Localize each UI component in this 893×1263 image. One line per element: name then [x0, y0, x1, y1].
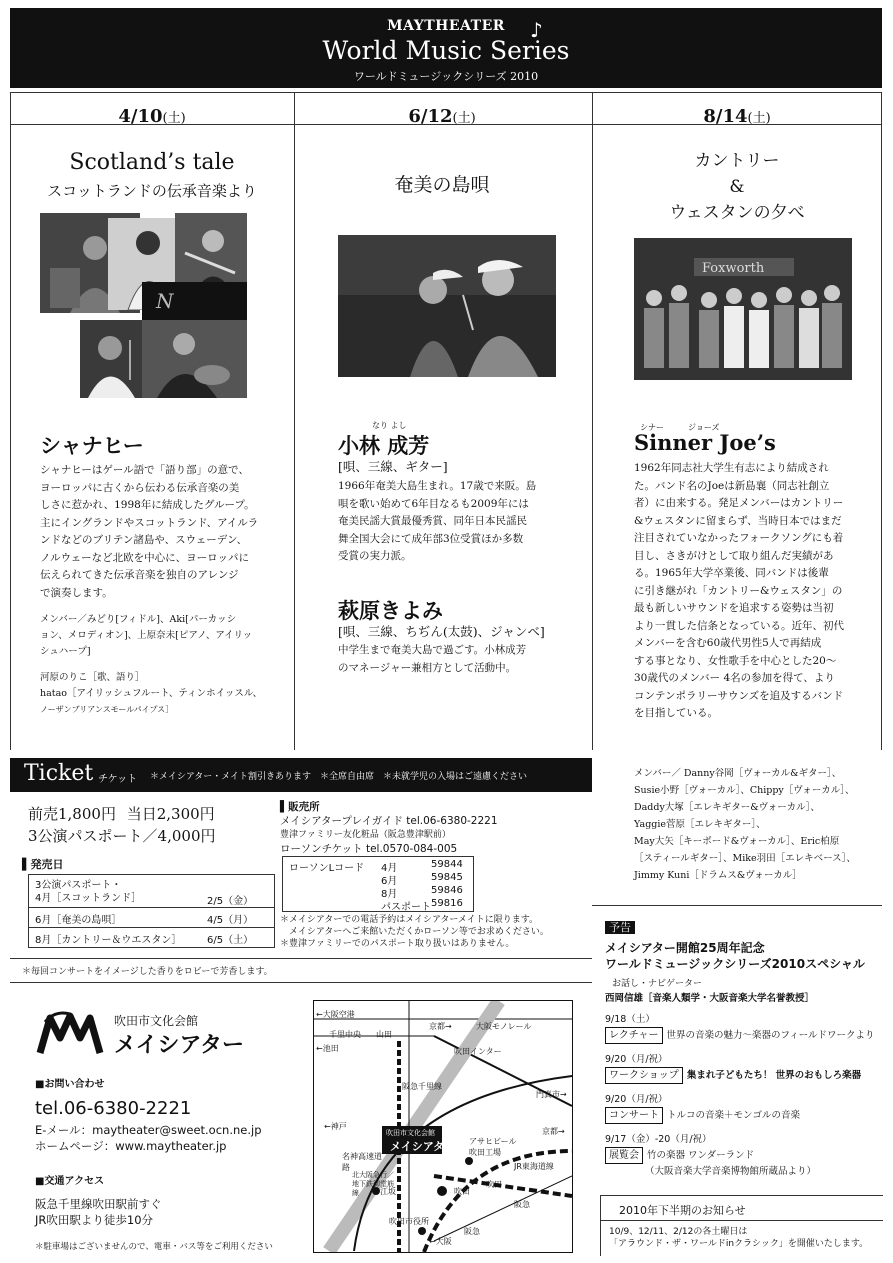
- series-subtitle: ワールドミュージックシリーズ 2010: [353, 70, 539, 83]
- ticket-footnotes: ＊メイシアターでの電話予約はメイシアターメイトに限ります。 メイシアターへご来館いただくかローソン等でお求めください。 ＊豊津ファミリーでのパスポート取り扱いはありません。: [280, 915, 549, 949]
- divider: [881, 92, 882, 750]
- map-label: 阪急: [464, 1227, 480, 1236]
- performer-description: 中学生まで奄美大島で過ごす。小林成芳 のマネージャー兼相方として活動中。: [338, 644, 527, 674]
- concert-title-jp: カントリー & ウェスタンの夕べ: [669, 151, 805, 223]
- map-label: 千里中央: [329, 1030, 361, 1039]
- divider: [10, 92, 882, 93]
- map-label: 吹田市文化会館: [386, 1129, 435, 1137]
- map-label: アサヒビール 吹田工場: [469, 1137, 517, 1157]
- sales-outlets: ▌販売所 メイシアタープレイガイド tel.06-6380-2221 豊津ファミリー友化粧品（阪急豊津駅前） ローソンチケット tel.0570-084-005: [280, 801, 498, 855]
- preview-tag: 予告: [605, 916, 635, 935]
- map-label: 阪急: [514, 1200, 530, 1209]
- divider: [10, 92, 11, 750]
- divider: [10, 958, 592, 959]
- preview-title: メイシアター開館25周年記念 ワールドミュージックシリーズ2010スペシャル: [605, 941, 865, 971]
- door-price: 当日2,300円: [126, 805, 215, 823]
- map-label: メイシアター: [390, 1140, 456, 1153]
- preview-events: 9/18（土） レクチャー 世界の音楽の魅力～楽器のフィールドワークより 9/20（月/祝） ワークショップ 集まれ子どもたち！ 世界のおもしろ楽器 9/20（月/祝） コンサート トルコの音楽＋モンゴルの音楽 9/17（金）-20（月/祝） 展覧会 竹の楽器 ワンダーランド （大阪音楽大学音楽博物館所蔵品より）: [605, 1014, 875, 1177]
- photo-band: [634, 238, 852, 380]
- performer-name: Sinner Joe’s: [634, 430, 776, 455]
- lcode-table: ローソンLコード 4月 59844 6月 59845 8月 59846 パスポート 59816: [282, 856, 474, 912]
- ruby-reading: シナー: [640, 423, 664, 432]
- map-label: 吹田: [486, 1180, 502, 1189]
- photo-logo-panel: [142, 282, 247, 320]
- photo-performer: [142, 320, 247, 398]
- venue-name-small: 吹田市文化会館: [114, 1014, 199, 1028]
- performer-role: [唄、三線、ギター]: [338, 459, 448, 474]
- music-note-icon: ♪: [530, 18, 543, 42]
- concert-title-en: Scotland’s tale: [69, 150, 235, 175]
- venue-name: メイシアター: [114, 1033, 245, 1058]
- ticket-bar: [10, 758, 592, 792]
- advance-price: 前売1,800円: [28, 805, 116, 823]
- guest-list: 河原のりこ［歌、語り］ hatao［アイリッシュフルート、ティンホイッスル、 ノーザンブリアンスモールパイプス］: [40, 672, 263, 714]
- map-label: 吹田市役所: [389, 1217, 429, 1226]
- release-table: 3公演パスポート・ 4月［スコットランド］ 2/5（金） 6月［奄美の島唄］ 4/5（月） 8月［カントリー＆ウエスタン］ 6/5（土）: [28, 874, 275, 948]
- theater-name: MAYTHEATER: [387, 18, 505, 34]
- venue-website[interactable]: ホームページ：www.maytheater.jp: [35, 1139, 227, 1153]
- divider: [592, 92, 593, 750]
- members-list: メンバー／ Danny谷岡［ヴォーカル&ギター］、 Susie小野［ヴォーカル］、Chippy［ヴォーカル］、 Daddy大塚［エレキギター&ヴォーカル］、 Yaggie菅原［エレキギター］、 May大矢［キーボード&ヴォーカル］、Eric柏原 ［スティールギター］、Mike羽田［エレキベース］、 Jimmy Kuni［ドラムス&ヴォーカル］: [634, 768, 856, 881]
- map-label: 大阪モノレール: [476, 1022, 532, 1031]
- map-label: 名神高速道路: [342, 1152, 382, 1172]
- concert-title-jp: 奄美の島唄: [394, 174, 490, 196]
- map-label: JR東海道線: [514, 1162, 554, 1171]
- ruby-reading: ジョーズ: [688, 423, 720, 432]
- venue-email[interactable]: E-メール：maytheater@sweet.ocn.ne.jp: [35, 1123, 262, 1137]
- notice-box: 2010年下半期のお知らせ 10/9、12/11、2/12の各土曜日は 「アラウンド・ザ・ワールドinクラシック」を開催いたします。: [600, 1195, 883, 1256]
- pass-price: 3公演パスポート／4,000円: [28, 827, 216, 845]
- map-label: 京都→: [542, 1127, 565, 1136]
- performer-description: 1962年同志社大学生有志により結成され た。バンド名のJoeは新島襄（同志社創立 者）に由来する。発足メンバーはカントリー &ウェスタンに留まらず、当時日本ではまだ 注目されていなかったフォークソングにも着 目し、さきがけとして取り組んだ実績があ る。1965年大学卒業後、同バンドは後輩 に引き継がれ「カントリー&ウェスタン」の 最も新しいサウンドを追求する姿勢は当初 より一貫した信条となっている。近年、初代 メンバーを含む60歳代男性5人で再結成 する事となり、女性歌手を中心とした20～ 30歳代のメンバー 4名の参加を得て、より コンテンポラリーサウンズを追及するバンド を目指している。: [634, 462, 844, 719]
- access-map: [313, 1000, 573, 1253]
- map-label: 門真市→: [536, 1090, 567, 1099]
- series-title: World Music Series: [322, 36, 570, 65]
- svg-text:Foxworth: Foxworth: [702, 261, 765, 276]
- concert-date: 6/12(土): [408, 106, 476, 127]
- ticket-notes: ＊メイシアター・メイト割引きあります ＊全席自由席 ＊未就学児の入場はご遠慮ください: [150, 772, 528, 782]
- map-label: ←神戸: [324, 1122, 347, 1131]
- concert-title-jp: スコットランドの伝承音楽より: [47, 182, 257, 200]
- performer-name: 萩原きよみ: [338, 599, 443, 623]
- map-label: 吹田インター: [454, 1047, 502, 1056]
- ruby-reading: なり よし: [372, 421, 407, 430]
- concert-date: 4/10(土): [118, 106, 186, 127]
- performer-name: シャナヒー: [40, 434, 144, 458]
- performer-name: 小林 成芳: [338, 434, 430, 458]
- map-label: ←大阪空港: [316, 1010, 355, 1019]
- map-label: ←池田: [316, 1044, 339, 1053]
- host-label: お話し・ナビゲーター: [612, 979, 703, 989]
- map-label: 阪急千里線: [402, 1082, 442, 1091]
- ticket-label-jp: チケット: [98, 774, 138, 785]
- access-info: 阪急千里線吹田駅前すぐ JR吹田駅より徒歩10分: [35, 1197, 162, 1227]
- map-label: 吹田: [454, 1187, 470, 1196]
- ticket-label: Ticket: [24, 761, 94, 786]
- parking-note: ＊駐車場はございませんので、電車・バス等をご利用ください: [35, 1242, 273, 1252]
- members-list: メンバー／みどり[フィドル]、Aki[パーカッシ ョン、メロディオン]、上原奈未[ピアノ、アイリッ シュハープ]: [40, 614, 253, 657]
- header-banner: [10, 8, 882, 88]
- release-heading: ▌発売日: [22, 858, 64, 871]
- divider: [592, 905, 882, 906]
- host-name: 西岡信雄［音楽人類学・大阪音楽大学名誉教授］: [605, 993, 815, 1004]
- divider: [10, 982, 592, 983]
- map-label: 山田: [376, 1030, 392, 1039]
- venue-tel: tel.06-6380-2221: [35, 1098, 192, 1119]
- map-label: 江坂: [380, 1187, 396, 1196]
- access-heading: ■交通アクセス: [35, 1176, 105, 1187]
- maytheater-logo-icon: [35, 1008, 110, 1058]
- performer-description: シャナヒーはゲール語で「語り部」の意で、 ヨーロッパに古くから伝わる伝承音楽の美 しさに惹かれ、1998年に結成したグループ。 主にイングランドやスコットランド、アイルラ ンドなどのブリテン諸島や、スウェーデン、 ノルウェーなど北欧を中心に、ヨーロッパに 伝えられてきた伝承音楽を独自のアレンジ で演奏します。: [40, 464, 259, 599]
- concert-date: 8/14(土): [703, 106, 771, 127]
- contact-heading: ■お問い合わせ: [35, 1079, 105, 1090]
- map-label: ←大阪: [429, 1237, 452, 1246]
- aroma-note: ＊毎回コンサートをイメージした香りをロビーで芳香します。: [22, 967, 273, 977]
- map-label: 京都→: [429, 1022, 452, 1031]
- ticket-prices: [28, 803, 215, 824]
- divider: [294, 92, 295, 750]
- svg-text:N: N: [156, 289, 174, 313]
- map-label: 北大阪急行／地下鉄御堂筋線: [352, 1171, 394, 1197]
- photo-performers: [338, 235, 556, 377]
- performer-role: [唄、三線、ちぢん(太鼓)、ジャンベ]: [338, 624, 545, 639]
- performer-description: 1966年奄美大島生まれ。17歳で来阪。島 唄を歌い始めて6年目なるも2009年には 奄美民謡大賞最優秀賞、同年日本民謡民 舞全国大会にて成年部3位受賞ほか多数 受賞の実力派。: [338, 480, 537, 562]
